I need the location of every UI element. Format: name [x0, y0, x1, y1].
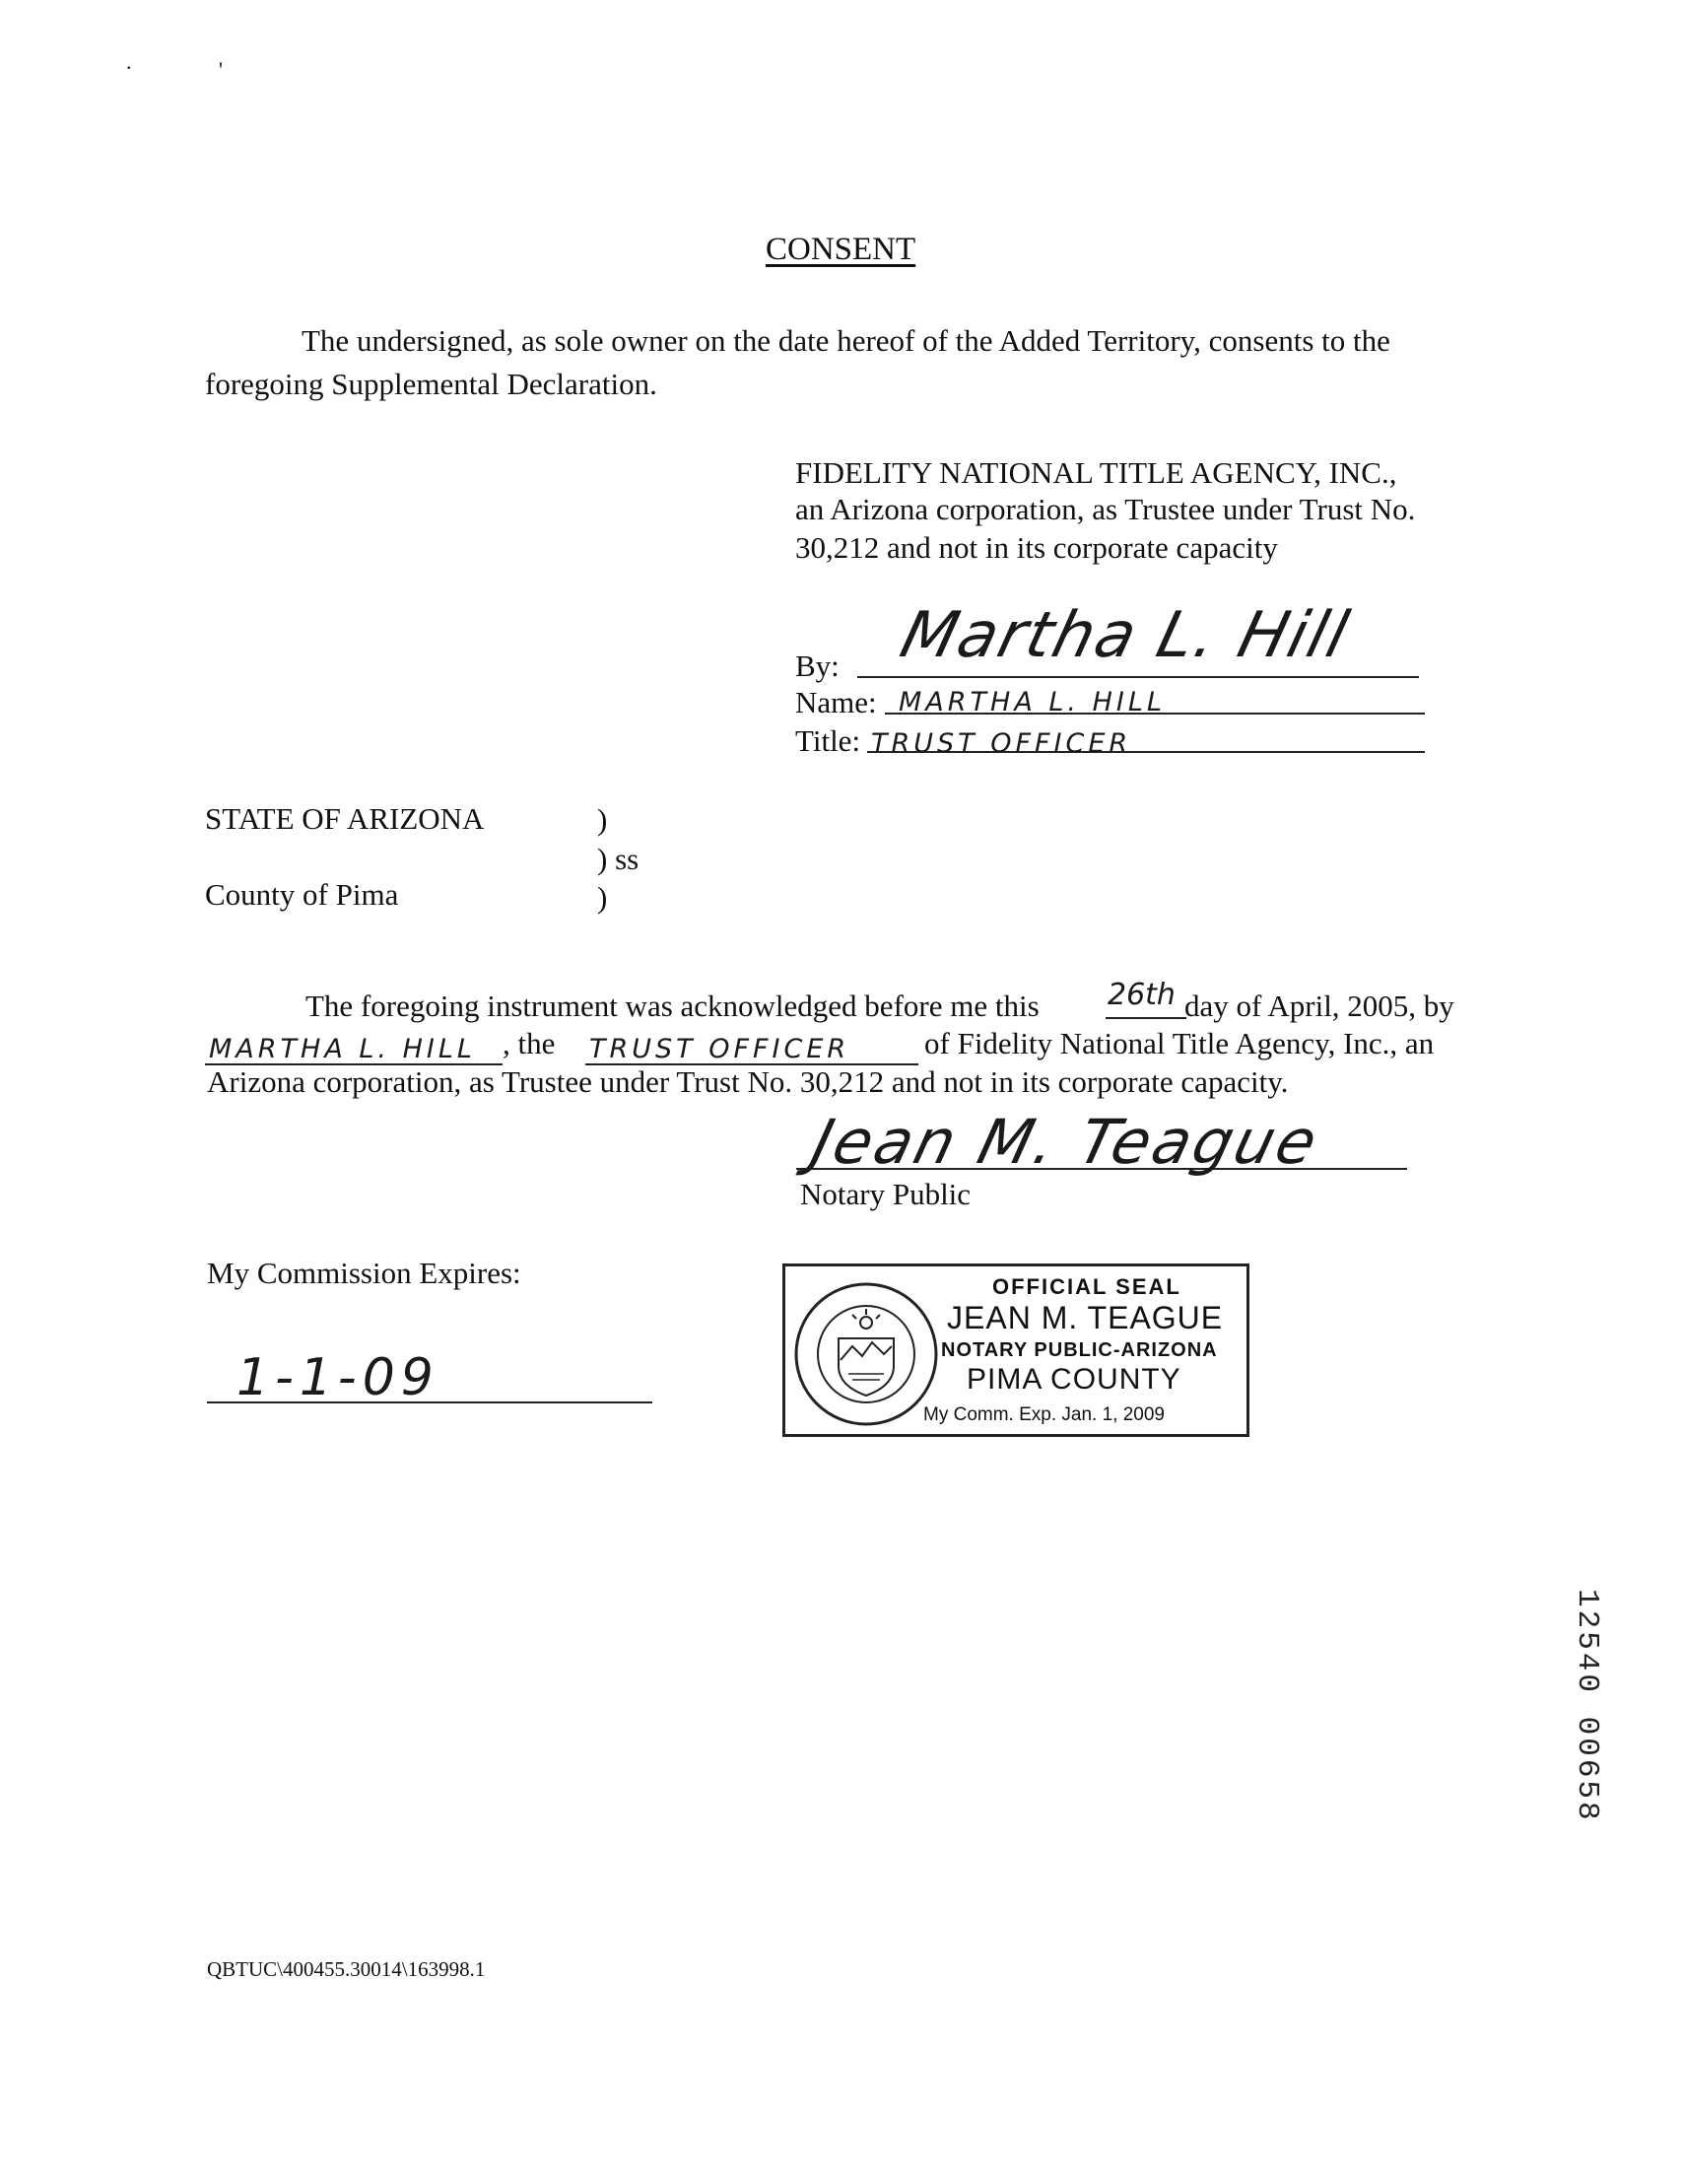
ack-text-4: of Fidelity National Title Agency, Inc., an — [924, 1026, 1435, 1060]
ack-text-2: day of April, 2005, by — [1184, 989, 1454, 1023]
notary-seal-stamp — [782, 1263, 1249, 1437]
title-label: Title: — [795, 723, 861, 758]
grantor-line-1: FIDELITY NATIONAL TITLE AGENCY, INC., — [795, 455, 1397, 490]
notary-public-label: Notary Public — [800, 1177, 972, 1211]
by-label: By: — [795, 648, 840, 683]
venue-county: County of Pima — [205, 877, 399, 912]
venue-paren-open: ) — [597, 802, 608, 837]
recording-number: 12540 00658 — [1570, 1589, 1604, 1823]
notary-signature: Jean M. Teague — [804, 1106, 1327, 1178]
ack-title-value: TRUST OFFICER — [589, 1034, 850, 1064]
venue-ss: ) ss — [597, 842, 640, 876]
seal-commission-expiry: My Comm. Exp. Jan. 1, 2009 — [923, 1404, 1165, 1425]
ack-day-line — [1106, 1017, 1186, 1019]
scan-mark: . — [126, 49, 132, 74]
commission-date-line — [207, 1401, 652, 1403]
grantor-line-3: 30,212 and not in its corporate capacity — [795, 530, 1278, 565]
document-title: CONSENT — [766, 232, 916, 267]
ack-day-value: 26th — [1108, 978, 1176, 1012]
scan-mark: ' — [219, 57, 223, 82]
ack-name-value: MARTHA L. HILL — [209, 1034, 476, 1064]
ack-text-1: The foregoing instrument was acknowledged before me this — [305, 989, 1040, 1023]
seal-notary-public: NOTARY PUBLIC-ARIZONA — [941, 1339, 1218, 1361]
venue-paren-close: ) — [597, 880, 608, 915]
by-signature: Martha L. Hill — [893, 599, 1358, 672]
by-signature-line — [857, 676, 1419, 678]
seal-official-seal: OFFICIAL SEAL — [992, 1274, 1181, 1299]
title-value: TRUST OFFICER — [871, 728, 1132, 759]
great-seal-emblem — [793, 1281, 939, 1427]
footer-document-reference: QBTUC\400455.30014\163998.1 — [207, 1957, 486, 1981]
commission-date-value: 1-1-09 — [236, 1348, 439, 1407]
ack-text-3: , the — [503, 1026, 556, 1060]
ack-line-3: Arizona corporation, as Trustee under Trust No. 30,212 and not in its corporate capacity. — [207, 1064, 1289, 1099]
intro-line-1: The undersigned, as sole owner on the date hereof of the Added Territory, consents to the — [302, 323, 1390, 358]
commission-label: My Commission Expires: — [207, 1256, 521, 1290]
intro-line-2: foregoing Supplemental Declaration. — [205, 367, 657, 401]
seal-notary-name: JEAN M. TEAGUE — [947, 1300, 1224, 1335]
venue-state: STATE OF ARIZONA — [205, 801, 485, 836]
grantor-line-2: an Arizona corporation, as Trustee under Trust No. — [795, 492, 1416, 526]
name-label: Name: — [795, 685, 877, 719]
seal-county: PIMA COUNTY — [967, 1363, 1181, 1396]
name-value: MARTHA L. HILL — [899, 687, 1166, 717]
